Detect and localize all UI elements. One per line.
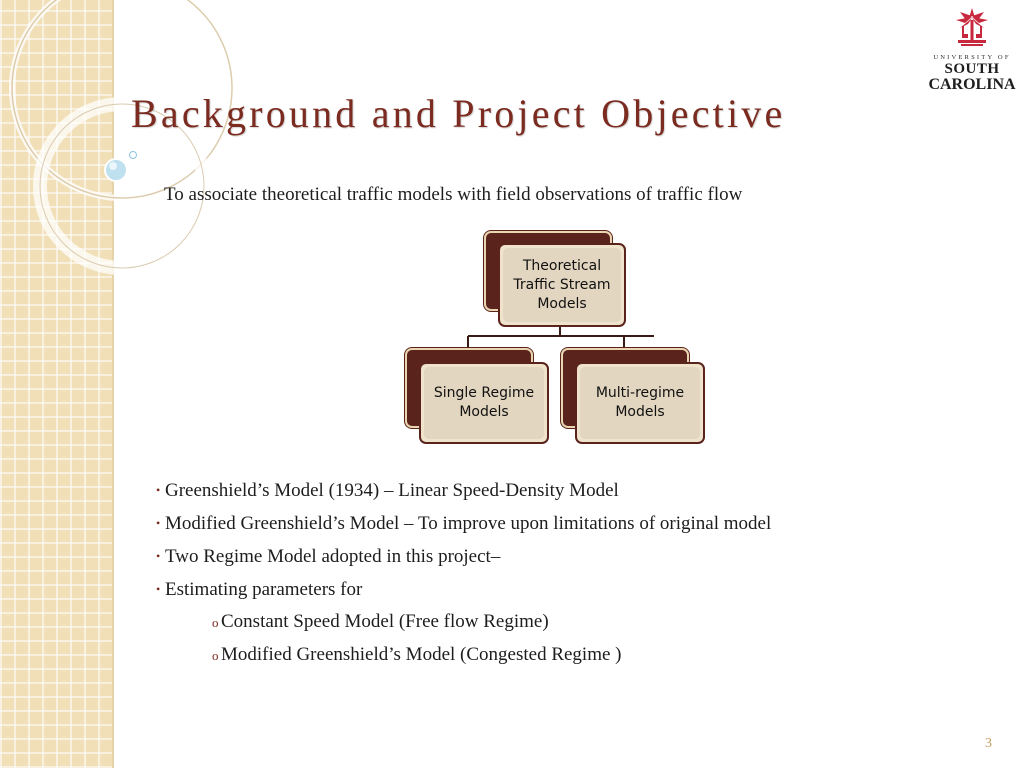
diagram-node-single-regime (405, 348, 549, 444)
logo-south-text: SOUTH (944, 61, 1000, 77)
logo-carolina-text: CAROLINA (928, 76, 1016, 93)
bullet-item (156, 575, 771, 608)
bullet-text: Two Regime Model adopted in this project– (165, 546, 501, 567)
logo-university-of-text: UNIVERSITY OF (933, 54, 1011, 61)
bullet-marker: • (156, 582, 161, 596)
sub-bullet-marker: o (212, 648, 219, 663)
sub-bullet-text: Modified Greenshield’s Model (Congested Regime ) (221, 644, 622, 665)
bullet-item (156, 509, 771, 542)
bullet-marker: • (156, 483, 161, 497)
bullet-list (156, 476, 771, 674)
diagram-node-multi-regime-label: Multi-regime Models (595, 385, 685, 420)
bullet-item (156, 476, 771, 509)
bullet-text: Greenshield’s Model (1934) – Linear Speed-Density Model (165, 480, 619, 501)
bullet-marker: • (156, 549, 161, 563)
bullet-item (156, 542, 771, 575)
sub-bullet-marker: o (212, 615, 219, 630)
bullet-marker: • (156, 516, 161, 530)
bullet-text: Estimating parameters for (165, 579, 363, 600)
slide-subtitle: To associate theoretical traffic models with field observations of traffic flow (164, 184, 743, 205)
sub-bullet-item (156, 608, 771, 641)
page-number: 3 (985, 736, 992, 751)
hierarchy-diagram (400, 226, 720, 448)
decorative-side-strip (0, 0, 114, 768)
university-logo (924, 4, 1020, 102)
diagram-node-multi-regime (561, 348, 705, 444)
slide-title: Background and Project Objective (131, 91, 786, 136)
diagram-node-root-label: Theoretical Traffic Stream Models (513, 257, 611, 312)
palmetto-tree-icon (948, 4, 996, 52)
bullet-text: Modified Greenshield’s Model – To improve upon limitations of original model (165, 513, 772, 534)
sub-bullet-item (156, 641, 771, 674)
diagram-node-single-regime-box (419, 362, 549, 444)
diagram-node-multi-regime-box (575, 362, 705, 444)
diagram-node-single-regime-label: Single Regime Models (433, 385, 535, 420)
sub-bullet-text: Constant Speed Model (Free flow Regime) (221, 611, 549, 632)
diagram-node-root (484, 231, 626, 327)
diagram-node-root-box (498, 243, 626, 327)
